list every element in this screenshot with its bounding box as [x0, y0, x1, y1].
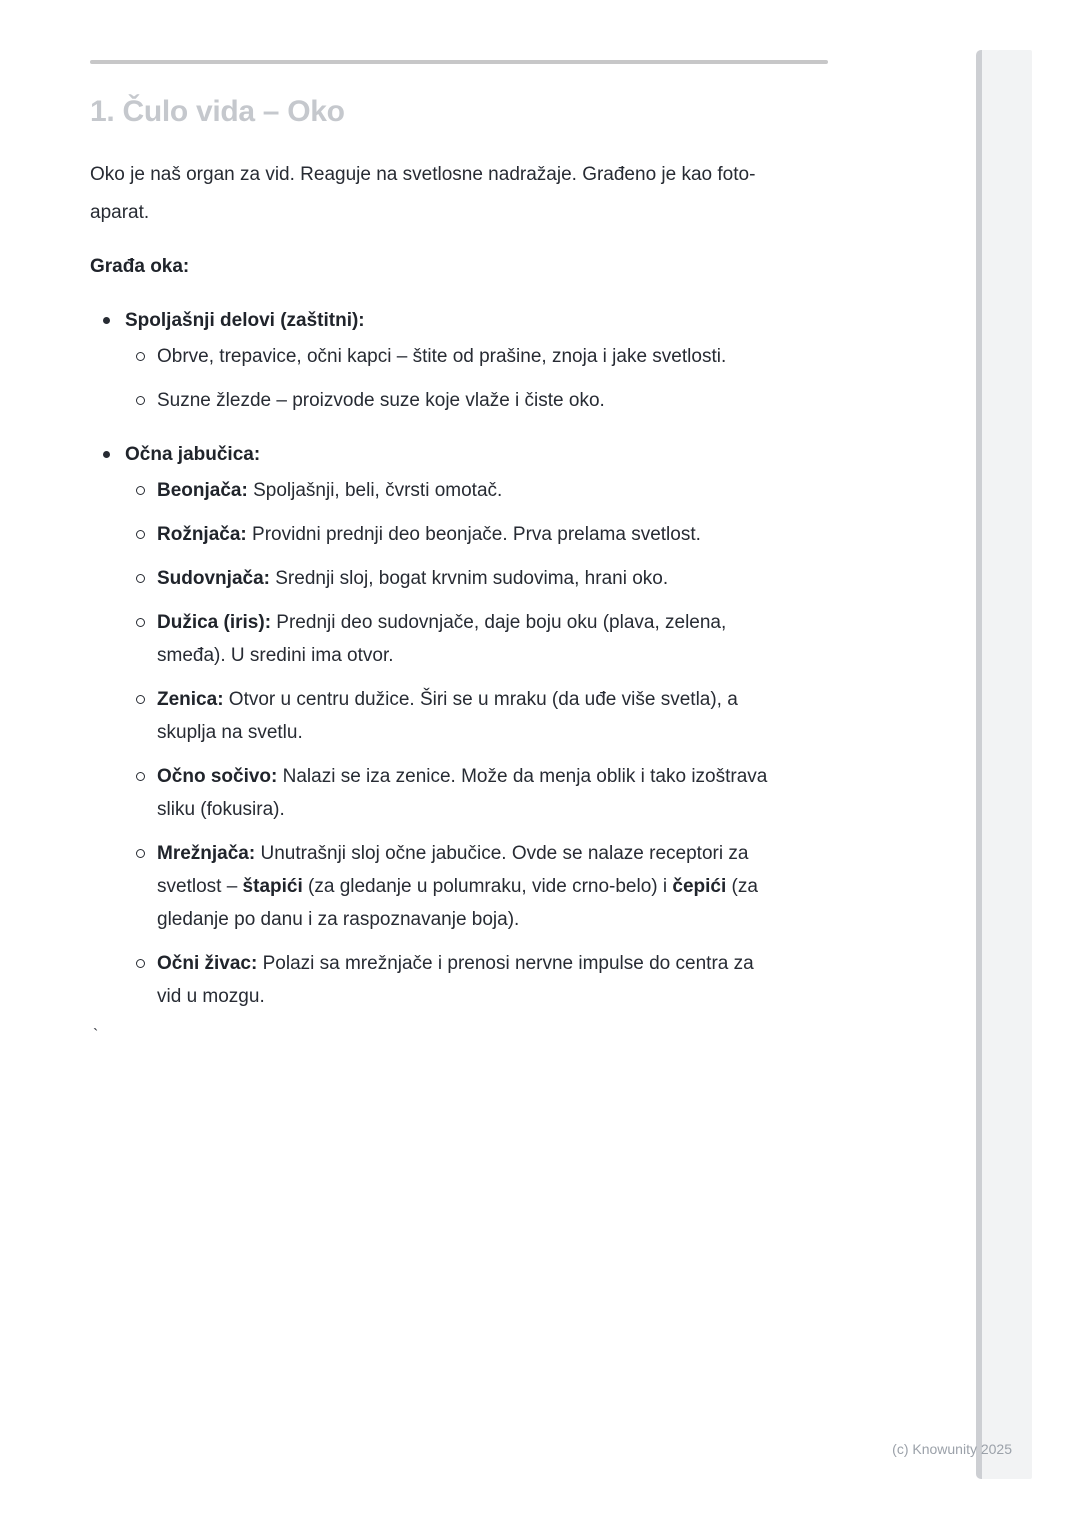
list-item-text: [157, 518, 830, 551]
text-line: Suzne žlezde – proizvode suze koje vlaže i čiste oko.: [157, 390, 605, 411]
bullet-icon: [103, 317, 110, 324]
text-line: Očno sočivo: Nalazi se iza zenice. Može da menja oblik i tako izoštrava: [157, 766, 768, 787]
list-item-level2: [90, 760, 830, 826]
circle-bullet-icon: [136, 959, 145, 968]
list-item-level2: [90, 518, 830, 551]
bullet-icon: [103, 451, 110, 458]
top-divider: [90, 60, 828, 64]
text-line: Obrve, trepavice, očni kapci – štite od prašine, znoja i jake svetlosti.: [157, 346, 727, 367]
circle-bullet-icon: [136, 618, 145, 627]
list-item-level2: [90, 837, 830, 936]
intro-line: Oko je naš organ za vid. Reaguje na svetlosne nadražaje. Građeno je kao foto-: [90, 164, 756, 185]
section-heading: Građa oka:: [90, 256, 190, 277]
list-item-text: [157, 340, 830, 373]
circle-bullet-icon: [136, 574, 145, 583]
text-line: sliku (fokusira).: [157, 799, 285, 820]
list-item-level2: [90, 606, 830, 672]
scrollbar-track[interactable]: [976, 50, 1032, 1479]
text-line: svetlost – štapići (za gledanje u polumraku, vide crno-belo) i čepići (za: [157, 876, 758, 897]
circle-bullet-icon: [136, 695, 145, 704]
list-item-text: [157, 562, 830, 595]
stray-backtick: `: [93, 1027, 99, 1044]
list-item-text: [157, 947, 830, 1013]
text-line: gledanje po danu i za raspoznavanje boja).: [157, 909, 520, 930]
text-line: skuplja na svetlu.: [157, 722, 303, 743]
circle-bullet-icon: [136, 772, 145, 781]
structure-list: [90, 304, 830, 1013]
text-line: Dužica (iris): Prednji deo sudovnjače, daje boju oku (plava, zelena,: [157, 612, 727, 633]
list-item-level2: [90, 474, 830, 507]
text-line: Beonjača: Spoljašnji, beli, čvrsti omotač.: [157, 480, 503, 501]
list-item-text: [157, 384, 830, 417]
circle-bullet-icon: [136, 849, 145, 858]
circle-bullet-icon: [136, 352, 145, 361]
list-item-label: Spoljašnji delovi (zaštitni):: [125, 310, 365, 331]
list-item-level1: [90, 304, 830, 337]
text-line: Rožnjača: Providni prednji deo beonjače. Prva prelama svetlost.: [157, 524, 701, 545]
text-line: smeđa). U sredini ima otvor.: [157, 645, 394, 666]
list-item-level2: [90, 384, 830, 417]
text-line: Očni živac: Polazi sa mrežnjače i prenosi nervne impulse do centra za: [157, 953, 754, 974]
list-item-level1: [90, 438, 830, 471]
list-item-level2: [90, 340, 830, 373]
page-title: 1. Čulo vida – Oko: [90, 95, 345, 128]
list-item-text: [157, 837, 830, 936]
text-line: Mrežnjača: Unutrašnji sloj očne jabučice. Ovde se nalaze receptori za: [157, 843, 749, 864]
list-item-text: [157, 606, 830, 672]
list-item-level2: [90, 562, 830, 595]
list-item-level2: [90, 947, 830, 1013]
list-item-label: Očna jabučica:: [125, 444, 261, 465]
text-line: vid u mozgu.: [157, 986, 265, 1007]
page-content: [90, 0, 830, 1045]
circle-bullet-icon: [136, 530, 145, 539]
list-item-text: [157, 474, 830, 507]
watermark-label: (c) Knowunity 2025: [892, 1441, 1012, 1457]
intro-line: aparat.: [90, 202, 150, 223]
intro-paragraph: [90, 156, 830, 232]
text-line: Zenica: Otvor u centru dužice. Širi se u mraku (da uđe više svetla), a: [157, 689, 738, 710]
circle-bullet-icon: [136, 396, 145, 405]
list-item-level2: [90, 683, 830, 749]
circle-bullet-icon: [136, 486, 145, 495]
list-item-text: [157, 760, 830, 826]
list-item-text: [157, 683, 830, 749]
text-line: Sudovnjača: Srednji sloj, bogat krvnim sudovima, hrani oko.: [157, 568, 669, 589]
